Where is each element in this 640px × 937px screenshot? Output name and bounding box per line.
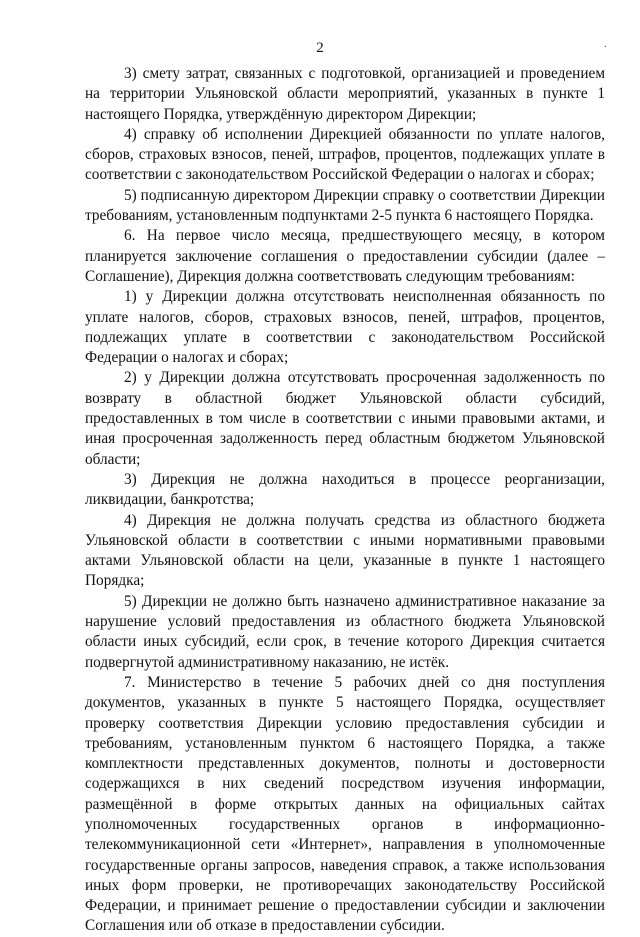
page-number: 2 (316, 40, 324, 56)
paragraph-section-7: 7. Министерство в течение 5 рабочих дней со дня поступления документов, указанных в пункте 5 настоящего Порядка, осуществляет проверку соответствия Дирекции условию предоставления субсидии и требованиям, установленным пунктом 6 настоящего Порядка, а также комплектности представленных документов, полноты и достоверности содержащихся в них сведений посредством изучения информации, размещённой в форме открытых данных на официальных сайтах уполномоченных государственных органов в информационно-телекоммуникационной сети «Интернет», направления в уполномоченные государственные органы запросов, наведения справок, а также использования иных форм проверки, не противоречащих законодательству Российской Федерации, и принимает решение о предоставлении субсидии и заключении Соглашения или об отказе в предоставлении субсидии. (85, 673, 605, 935)
paragraph-item-3: 3) смету затрат, связанных с подготовкой, организацией и проведением на территории Ульяновской области мероприятий, указанных в пункте 1 настоящего Порядка, утверждённую директором Дирекции; (85, 65, 605, 123)
paragraph-item-5: 5) подписанную директором Дирекции справку о соответствии Дирекции требованиям, установленным подпунктами 2-5 пункта 6 настоящего Порядка. (85, 186, 605, 225)
document-body (85, 64, 605, 937)
paragraph-item-4: 4) справку об исполнении Дирекцией обязанности по уплате налогов, сборов, страховых взносов, пеней, штрафов, процентов, подлежащих уплате в соответствии с законодательством Российской Федерации о налогах и сборах; (85, 125, 605, 184)
paragraph-requirement-2: 2) у Дирекции должна отсутствовать просроченная задолженность по возврату в областной бюджет Ульяновской области субсидий, предоставленных в том числе в соответствии с иными правовыми актами, и иная просроченная задолженность перед областным бюджетом Ульяновской области; (85, 369, 605, 468)
corner-mark: · (603, 42, 607, 53)
paragraph-section-6: 6. На первое число месяца, предшествующего месяцу, в котором планируется заключение соглашения о предоставлении субсидии (далее – Соглашение), Дирекция должна соответствовать следующим требованиям: (85, 227, 605, 285)
paragraph-requirement-4: 4) Дирекция не должна получать средства из областного бюджета Ульяновской области в соответствии с иными нормативными правовыми актами Ульяновской области на цели, указанные в пункте 1 настоящего Порядка; (85, 511, 605, 590)
paragraph-requirement-5: 5) Дирекции не должно быть назначено административное наказание за нарушение условий предоставления из областного бюджета Ульяновской области иных субсидий, если срок, в течение которого Дирекция считается подвергнутой административному наказанию, не истёк. (85, 592, 605, 671)
paragraph-requirement-1: 1) у Дирекции должна отсутствовать неисполненная обязанность по уплате налогов, сборов, страховых взносов, пеней, штрафов, процентов, подлежащих уплате в соответствии с законодательством Российской Федерации о налогах и сборах; (85, 288, 605, 367)
paragraph-requirement-3: 3) Дирекция не должна находиться в процессе реорганизации, ликвидации, банкротства; (85, 470, 605, 509)
